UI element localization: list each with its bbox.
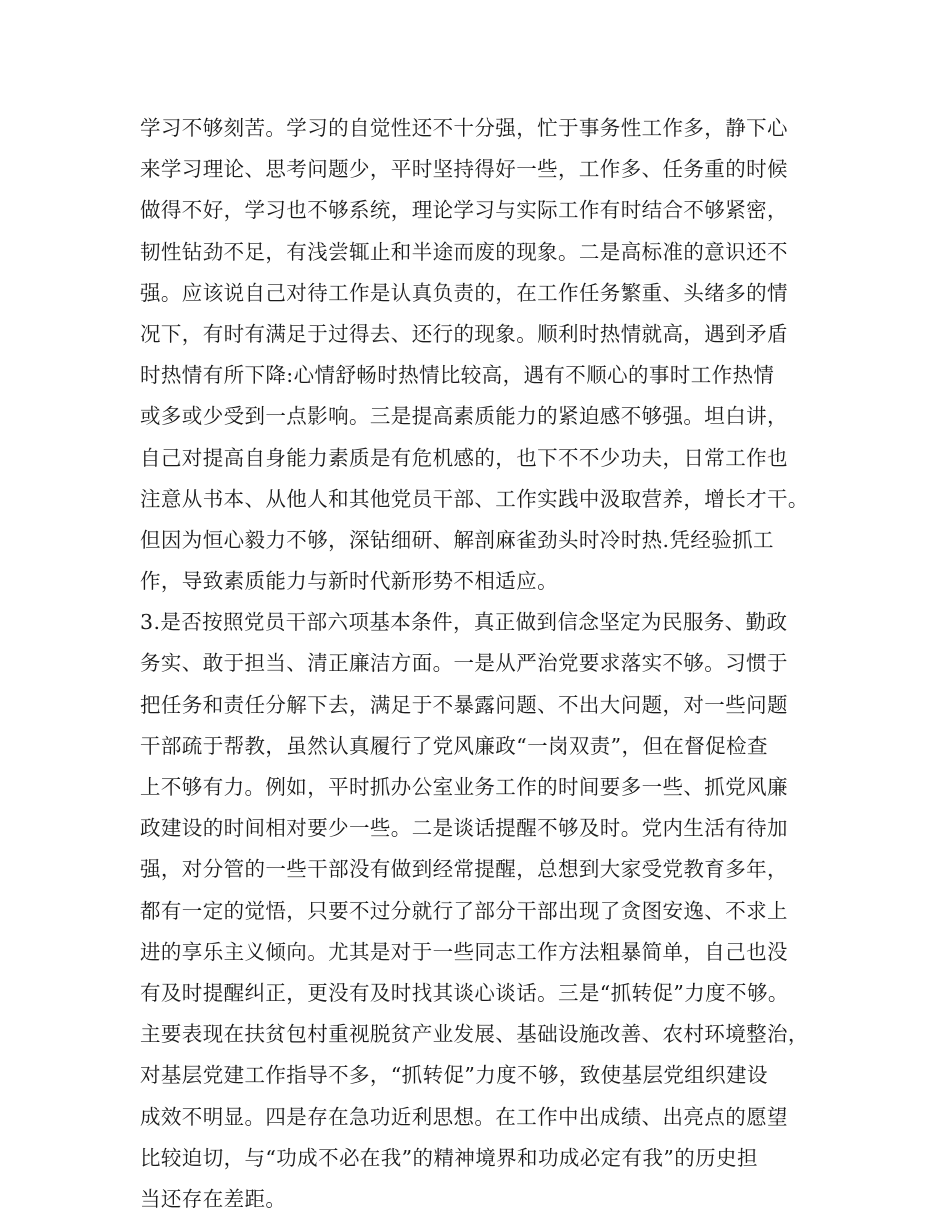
text-line: 来学习理论、思考问题少，平时坚持得好一些，工作多、任务重的时候 (140, 157, 788, 182)
text-line: 自己对提高自身能力素质是有危机感的，也下不不少功夫，日常工作也 (140, 445, 788, 470)
text-line: 比较迫切，与“功成不必在我”的精神境界和功成必定有我”的历史担 (140, 1145, 758, 1170)
text-line: 时热情有所下降:心情舒畅时热情比较高，遇有不顺心的事时工作热情 (140, 363, 775, 388)
text-line: 都有一定的觉悟，只要不过分就行了部分干部出现了贪图安逸、不求上 (140, 898, 788, 923)
text-line: 政建设的时间相对要少一些。二是谈话提醒不够及时。党内生活有待加 (140, 816, 788, 841)
text-line: 但因为恒心毅力不够，深钻细研、解剖麻雀劲头时冷时热.凭经验抓工 (140, 527, 774, 552)
text-line: 有及时提醒纠正，更没有及时找其谈心谈话。三是“抓转促”力度不够。 (140, 980, 789, 1005)
text-line: 把任务和责任分解下去，满足于不暴露问题、不出大问题，对一些问题 (140, 692, 788, 717)
text-line: 3.是否按照党员干部六项基本条件，真正做到信念坚定为民服务、勤政 (140, 610, 788, 635)
text-line: 成效不明显。四是存在急功近利思想。在工作中出成绩、出亮点的愿望 (140, 1104, 788, 1129)
body-text (140, 108, 840, 1220)
text-line: 务实、敢于担当、清正廉洁方面。一是从严治党要求落实不够。习惯于 (140, 651, 788, 676)
text-line: 干部疏于帮教，虽然认真履行了党风廉政“一岗双责”，但在督促检查 (140, 733, 768, 758)
text-line: 注意从书本、从他人和其他党员干部、工作实践中汲取营养，增长才干。 (140, 486, 809, 511)
text-line: 强。应该说自己对待工作是认真负责的，在工作任务繁重、头绪多的情 (140, 280, 788, 305)
text-line: 进的享乐主义倾向。尤其是对于一些同志工作方法粗暴简单，自己也没 (140, 939, 788, 964)
text-line: 当还存在差距。 (140, 1186, 287, 1211)
text-line: 作，导致素质能力与新时代新形势不相适应。 (140, 569, 558, 594)
text-line: 做得不好，学习也不够系统，理论学习与实际工作有时结合不够紧密， (140, 198, 788, 223)
text-line: 况下，有时有满足于过得去、还行的现象。顺利时热情就高，遇到矛盾 (140, 321, 788, 346)
text-line: 或多或少受到一点影响。三是提高素质能力的紧迫感不够强。坦白讲， (140, 404, 788, 429)
text-line: 韧性钻劲不足，有浅尝辄止和半途而废的现象。二是高标准的意识还不 (140, 239, 788, 264)
text-line: 对基层党建工作指导不多，“抓转促”力度不够，致使基层党组织建设 (140, 1063, 768, 1088)
text-line: 学习不够刻苦。学习的自觉性还不十分强，忙于事务性工作多，静下心 (140, 116, 788, 140)
text-line: 强，对分管的一些干部没有做到经常提醒，总想到大家受党教育多年， (140, 857, 788, 882)
text-line: 上不够有力。例如，平时抓办公室业务工作的时间要多一些、抓党风廉 (140, 775, 788, 799)
text-line: 主要表现在扶贫包村重视脱贫产业发展、基础设施改善、农村环境整治， (140, 1022, 809, 1047)
